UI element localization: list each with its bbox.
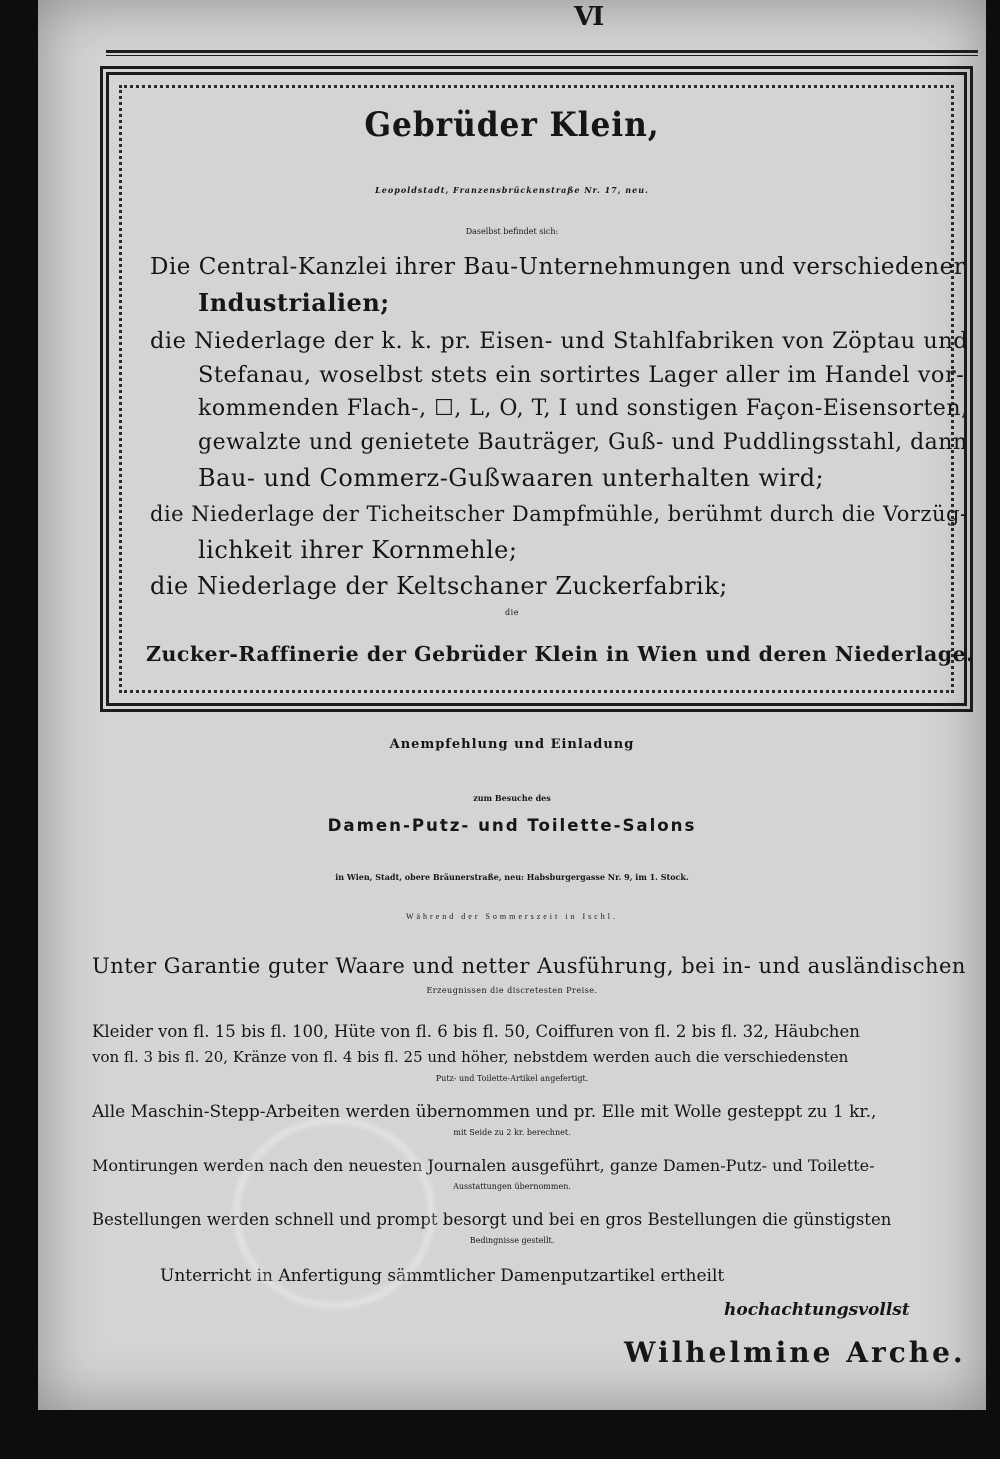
paper-stain bbox=[234, 1118, 434, 1308]
ad2-intro-line: Erzeugnissen die discretesten Preise. bbox=[426, 986, 598, 995]
ad-frame-inner-border bbox=[119, 85, 954, 693]
ad2-paragraph-line: Alle Maschin-Stepp-Arbeiten werden übernommen und pr. Elle mit Wolle gesteppt zu 1 kr., bbox=[92, 1102, 877, 1122]
ad2-paragraph-line: Bestellungen werden schnell und prompt besorgt und bei en gros Bestellungen die günstigsten bbox=[92, 1210, 892, 1229]
ad1-line: die Niederlage der Ticheitscher Dampfmühle, berühmt durch die Vorzüg- bbox=[150, 502, 968, 526]
ad2-sign-intro: hochachtungsvollst bbox=[724, 1300, 910, 1320]
ad2-paragraph-line: Kleider von fl. 15 bis fl. 100, Hüte von fl. 6 bis fl. 50, Coiffuren von fl. 2 bis fl. 32, Häubchen bbox=[92, 1022, 860, 1041]
ad2-paragraph-line: Unterricht in Anfertigung sämmtlicher Damenputzartikel ertheilt bbox=[160, 1266, 725, 1286]
ad1-line: Die Central-Kanzlei ihrer Bau-Unternehmungen und verschiedener bbox=[150, 254, 966, 280]
top-rule-thin bbox=[106, 55, 978, 56]
ad1-address: Leopoldstadt, Franzensbrückenstraße Nr. 17, neu. bbox=[375, 185, 649, 195]
ad1-line: lichkeit ihrer Kornmehle; bbox=[198, 536, 518, 564]
ad1-line: kommenden Flach-, ☐, L, O, T, I und sonstigen Façon-Eisensorten, bbox=[198, 396, 969, 421]
ad2-paragraph-line: von fl. 3 bis fl. 20, Kränze von fl. 4 bis fl. 25 und höher, nebstdem werden auch die verschiedensten bbox=[92, 1048, 849, 1066]
ad2-paragraph-line: Bedingnisse gestellt. bbox=[469, 1236, 555, 1245]
ad1-line: die Niederlage der k. k. pr. Eisen- und Stahlfabriken von Zöptau und bbox=[150, 328, 969, 354]
ad2-paragraph-line: mit Seide zu 2 kr. berechnet. bbox=[453, 1128, 571, 1137]
ad1-line: die bbox=[505, 608, 519, 617]
ad1-line: Industrialien; bbox=[198, 288, 390, 317]
ad2-intro-line: Unter Garantie guter Waare und netter Ausführung, bei in- und ausländischen bbox=[92, 954, 966, 978]
ad1-line: Zucker-Raffinerie der Gebrüder Klein in Wien und deren Niederlage. bbox=[146, 642, 974, 666]
ad2-summer-note: Während der Sommerszeit in Ischl. bbox=[405, 912, 619, 921]
ad1-title: Gebrüder Klein, bbox=[364, 105, 660, 145]
top-rule bbox=[106, 50, 978, 53]
ad2-subheading: zum Besuche des bbox=[473, 793, 551, 803]
ad2-salon-address: in Wien, Stadt, obere Bräunerstraße, neu: Habsburgergasse Nr. 9, im 1. Stock. bbox=[335, 872, 689, 882]
ad1-daselbst: Daselbst befindet sich: bbox=[465, 227, 559, 236]
ad1-line: die Niederlage der Keltschaner Zuckerfabrik; bbox=[150, 572, 728, 600]
ad2-paragraph-line: Ausstattungen übernommen. bbox=[453, 1182, 571, 1191]
ad1-line: gewalzte und genietete Bauträger, Guß- und Puddlingsstahl, dann bbox=[198, 430, 968, 455]
ad2-salon-title: Damen-Putz- und Toilette-Salons bbox=[327, 816, 697, 836]
ad2-paragraph-line: Montirungen werden nach den neuesten Journalen ausgeführt, ganze Damen-Putz- und Toilette- bbox=[92, 1156, 875, 1175]
ad2-paragraph-line: Putz- und Toilette-Artikel angefertigt. bbox=[435, 1074, 589, 1083]
newspaper-page bbox=[38, 0, 986, 1410]
ad1-line: Stefanau, woselbst stets ein sortirtes Lager aller im Handel vor- bbox=[198, 362, 965, 388]
ad2-heading: Anempfehlung und Einladung bbox=[389, 737, 635, 752]
page-number: VI bbox=[574, 2, 603, 32]
ad1-line: Bau- und Commerz-Gußwaaren unterhalten wird; bbox=[198, 464, 825, 492]
ad2-signature: Wilhelmine Arche. bbox=[624, 1336, 966, 1369]
